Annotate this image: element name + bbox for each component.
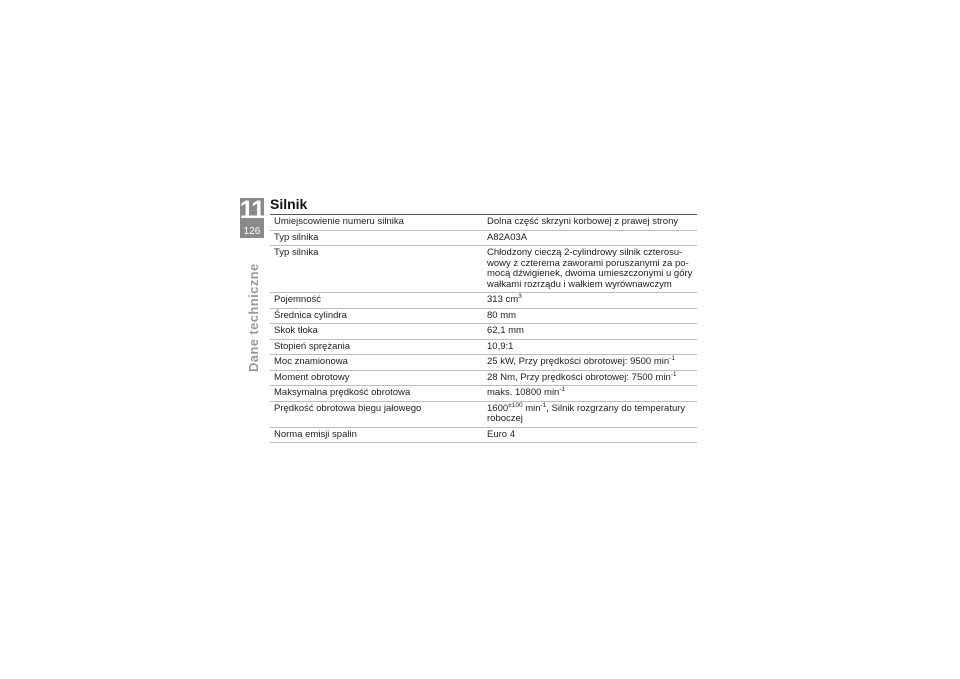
spec-label: Typ silnika bbox=[270, 230, 483, 246]
spec-value: maks. 10800 $\min^{-1}$ bbox=[483, 386, 697, 402]
section-title: Silnik bbox=[270, 196, 308, 212]
superscript: -1 bbox=[670, 370, 677, 378]
spec-row bbox=[270, 386, 697, 402]
spec-label: Prędkość obrotowa biegu jałowego bbox=[270, 401, 483, 427]
spec-row bbox=[270, 401, 697, 427]
superscript: ±100 bbox=[508, 401, 523, 409]
spec-value: 313 $cm^3$ bbox=[483, 293, 697, 309]
spec-value: $1600^{\pm 100}$ $\min^{-1}$, Silnik rozgrzany do temperatury roboczej bbox=[483, 401, 697, 427]
spec-row bbox=[270, 215, 697, 231]
spec-label: Typ silnika bbox=[270, 246, 483, 293]
chapter-title-text: Dane techniczne bbox=[246, 263, 261, 372]
spec-label: Skok tłoka bbox=[270, 324, 483, 340]
superscript: -1 bbox=[559, 385, 566, 393]
spec-value: 25 kW, Przy prędkości obrotowej: 9500 $\min^{-1}$ bbox=[483, 355, 697, 371]
spec-label: Stopień sprężania bbox=[270, 339, 483, 355]
spec-value: 10,9:1 bbox=[483, 339, 697, 355]
spec-value: 80 mm bbox=[483, 308, 697, 324]
spec-value: 62,1 mm bbox=[483, 324, 697, 340]
spec-row bbox=[270, 324, 697, 340]
superscript: -1 bbox=[540, 401, 547, 409]
engine-spec-table bbox=[270, 214, 697, 443]
spec-label: Umiejscowienie numeru silnika bbox=[270, 215, 483, 231]
spec-value: A82A03A bbox=[483, 230, 697, 246]
spec-label: Pojemność bbox=[270, 293, 483, 309]
spec-row bbox=[270, 293, 697, 309]
spec-row bbox=[270, 308, 697, 324]
spec-row bbox=[270, 370, 697, 386]
chapter-number: 11 bbox=[239, 196, 265, 224]
spec-value: Chłodzony cieczą 2-cylindrowy silnik czterosu- wowy z czterema zaworami poruszanymi za po- mocą dźwigienek, dwoma umieszczonymi u góry wałkami rozrządu i wałkiem wyrównawczym bbox=[483, 246, 697, 293]
spec-row bbox=[270, 230, 697, 246]
spec-label: Norma emisji spalin bbox=[270, 427, 483, 443]
spec-label: Moc znamionowa bbox=[270, 355, 483, 371]
spec-row bbox=[270, 355, 697, 371]
spec-row bbox=[270, 339, 697, 355]
spec-label: Średnica cylindra bbox=[270, 308, 483, 324]
spec-value: Dolna część skrzyni korbowej z prawej strony bbox=[483, 215, 697, 231]
spec-value: Euro 4 bbox=[483, 427, 697, 443]
superscript: 3 bbox=[518, 292, 522, 300]
superscript: -1 bbox=[669, 354, 675, 362]
spec-label: Moment obrotowy bbox=[270, 370, 483, 386]
spec-row bbox=[270, 427, 697, 443]
page-number: 126 bbox=[243, 226, 261, 237]
spec-row bbox=[270, 246, 697, 293]
spec-label: Maksymalna prędkość obrotowa bbox=[270, 386, 483, 402]
spec-value: 28 Nm, Przy prędkości obrotowej: 7500 $\min^{-1}$ bbox=[483, 370, 697, 386]
